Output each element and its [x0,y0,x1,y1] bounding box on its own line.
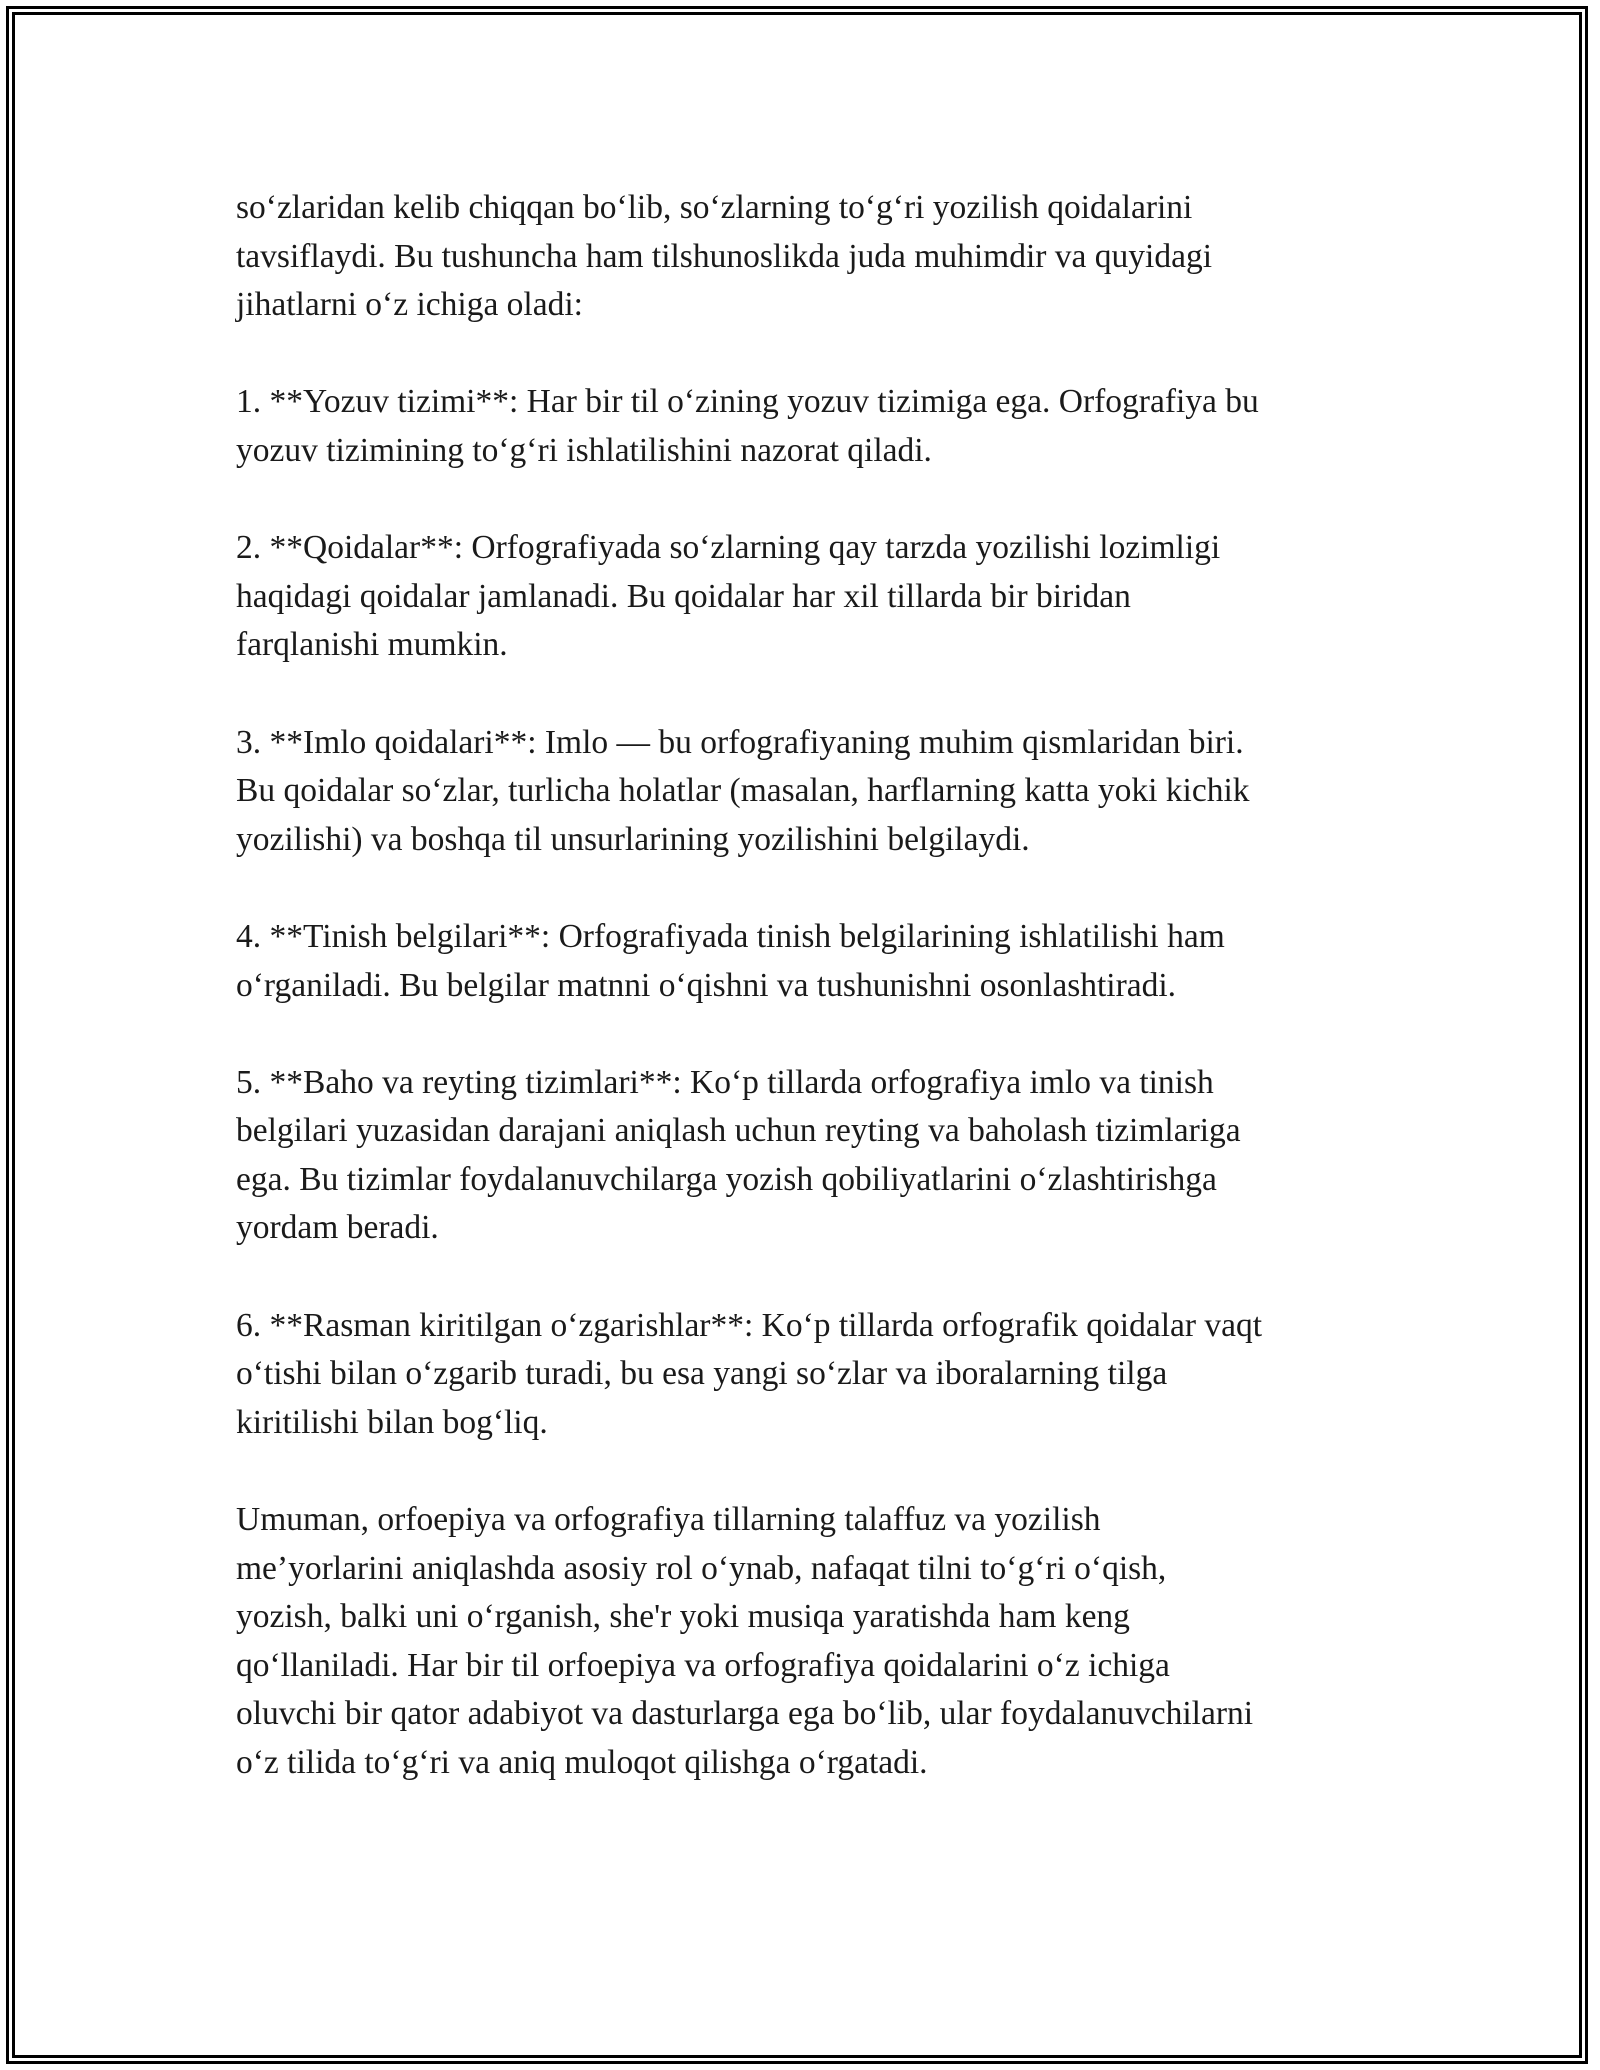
list-item-imlo-qoidalari: 3. **Imlo qoidalari**: Imlo — bu orfografiyaning muhim qismlaridan biri. Bu qoidalar so‘zlar, turlicha holatlar (masalan, harflarning katta yoki kichik yozilishi) va boshqa til unsurlarining yozilishini belgilaydi. [236,723,1250,858]
list-item-tinish-belgilari: 4. **Tinish belgilari**: Orfografiyada tinish belgilarining ishlatilishi ham o‘rganiladi. Bu belgilar matnni o‘qishni va tushunishni osonlashtiradi. [236,917,1225,1004]
paragraph-intro: so‘zlaridan kelib chiqqan bo‘lib, so‘zlarning to‘g‘ri yozilish qoidalarini tavsiflaydi. Bu tushuncha ham tilshunoslikda juda muhimdir va quyidagi jihatlarni o‘z ichiga oladi: [236,189,1213,324]
paragraph-conclusion: Umuman, orfoepiya va orfografiya tillarning talaffuz va yozilish me’yorlarini aniqlashda asosiy rol o‘ynab, nafaqat tilni to‘g‘ri o‘qish, yozish, balki uni o‘rganish, she'r yoki musiqa yaratishda ham keng qo‘llaniladi. Har bir til orfoepiya va orfografiya qoidalarini o‘z ichiga oluvchi bir qator adabiyot va dasturlarga ega bo‘lib, ular foydalanuvchilarni o‘z tilida to‘g‘ri va aniq muloqot qilishga o‘rgatadi. [236,1501,1254,1781]
document-body [236,184,1396,1788]
list-item-qoidalar: 2. **Qoidalar**: Orfografiyada so‘zlarning qay tarzda yozilishi lozimligi haqidagi qoidalar jamlanadi. Bu qoidalar har xil tillarda bir biridan farqlanishi mumkin. [236,529,1221,664]
list-item-baho-reyting: 5. **Baho va reyting tizimlari**: Ko‘p tillarda orfografiya imlo va tinish belgilari yuzasidan darajani aniqlash uchun reyting va baholash tizimlariga ega. Bu tizimlar foydalanuvchilarga yozish qobiliyatlarini o‘zlashtirishga yordam beradi. [236,1063,1241,1247]
list-item-yozuv-tizimi: 1. **Yozuv tizimi**: Har bir til o‘zining yozuv tizimiga ega. Orfografiya bu yozuv tizimining to‘g‘ri ishlatilishini nazorat qiladi. [236,383,1259,469]
list-item-rasman-ozgarishlar: 6. **Rasman kiritilgan o‘zgarishlar**: Ko‘p tillarda orfografik qoidalar vaqt o‘tishi bilan o‘zgarib turadi, bu esa yangi so‘zlar va iboralarning tilga kiritilishi bilan bog‘liq. [236,1306,1263,1441]
